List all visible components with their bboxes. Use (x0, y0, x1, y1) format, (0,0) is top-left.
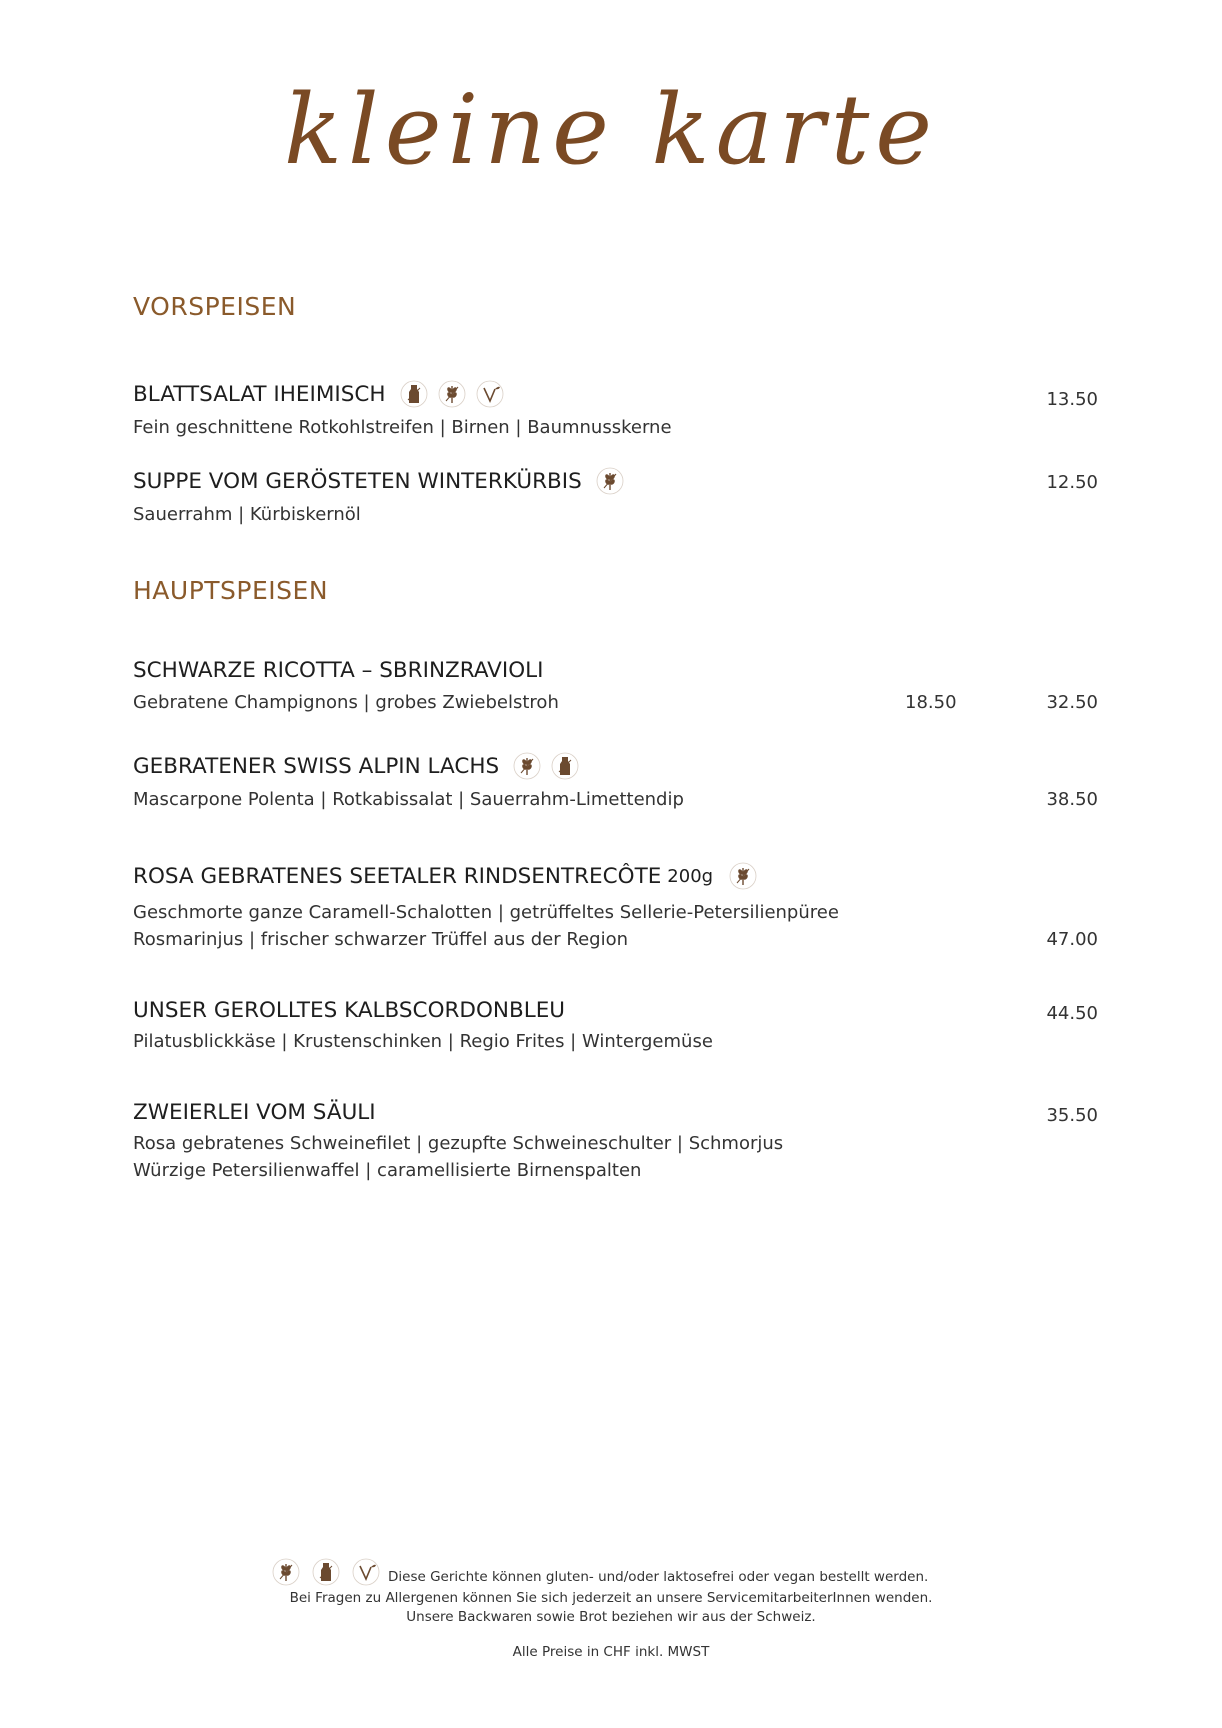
item-description: Gebratene Champignons | grobes Zwiebelstroh (133, 692, 559, 713)
item-description-2: Würzige Petersilienwaffel | caramellisierte Birnenspalten (133, 1160, 642, 1181)
menu-item-name (133, 467, 624, 495)
footer-line-4: Alle Preise in CHF inkl. MWST (512, 1644, 710, 1660)
item-description: Fein geschnittene Rotkohlstreifen | Birnen | Baumnusskerne (133, 417, 672, 438)
item-name-text: UNSER GEROLLTES KALBSCORDONBLEU (133, 998, 566, 1023)
wheat-icon (438, 380, 466, 408)
menu-item-name (133, 380, 504, 408)
wheat-icon (513, 752, 541, 780)
item-name-text: BLATTSALAT IHEIMISCH (133, 381, 386, 407)
item-description: Pilatusblickkäse | Krustenschinken | Regio Frites | Wintergemüse (133, 1031, 713, 1052)
footer-line-1: Diese Gerichte können gluten- und/oder laktosefrei oder vegan bestellt werden. (388, 1569, 929, 1585)
item-name-text: GEBRATENER SWISS ALPIN LACHS (133, 753, 500, 779)
menu-item-name (133, 862, 757, 890)
item-price: 13.50 (1046, 389, 1098, 410)
vegan-icon (476, 380, 504, 408)
item-description: Rosa gebratenes Schweinefilet | gezupfte Schweineschulter | Schmorjus (133, 1133, 784, 1154)
item-price: 12.50 (1046, 472, 1098, 493)
section-heading-mains: HAUPTSPEISEN (133, 576, 329, 605)
item-price: 32.50 (1046, 692, 1098, 713)
menu-item-name (133, 752, 579, 780)
item-description: Mascarpone Polenta | Rotkabissalat | Sauerrahm-Limettendip (133, 789, 684, 810)
wheat-icon (729, 862, 757, 890)
item-name-text: SCHWARZE RICOTTA – SBRINZRAVIOLI (133, 658, 544, 683)
item-name-text: SUPPE VOM GERÖSTETEN WINTERKÜRBIS (133, 468, 582, 494)
footer-line-2: Bei Fragen zu Allergenen können Sie sich jederzeit an unsere ServicemitarbeiterInnen wenden. (289, 1590, 933, 1606)
menu-item-name (133, 998, 565, 1023)
item-description: Geschmorte ganze Caramell-Schalotten | getrüffeltes Sellerie-Petersilienpüree (133, 902, 839, 923)
item-weight: 200g (667, 865, 714, 887)
footer-allergen-note (272, 1558, 928, 1586)
item-name-text: ROSA GEBRATENES SEETALER RINDSENTRECÔTE (133, 863, 662, 889)
menu-title: kleine karte (283, 74, 939, 186)
milk-bottle-icon (400, 380, 428, 408)
item-price-small: 18.50 (905, 692, 957, 713)
vegan-icon (352, 1558, 380, 1586)
item-name-text: ZWEIERLEI VOM SÄULI (133, 1100, 376, 1125)
menu-item-name (133, 1100, 376, 1125)
item-description-2: Rosmarinjus | frischer schwarzer Trüffel aus der Region (133, 929, 628, 950)
item-price: 35.50 (1046, 1105, 1098, 1126)
footer-line-3: Unsere Backwaren sowie Brot beziehen wir aus der Schweiz. (406, 1609, 816, 1625)
item-price: 47.00 (1046, 929, 1098, 950)
item-price: 38.50 (1046, 789, 1098, 810)
item-description: Sauerrahm | Kürbiskernöl (133, 504, 361, 525)
wheat-icon (596, 467, 624, 495)
item-price: 44.50 (1046, 1003, 1098, 1024)
menu-item-name (133, 658, 543, 683)
milk-bottle-icon (551, 752, 579, 780)
section-heading-starters: VORSPEISEN (133, 292, 297, 321)
milk-bottle-icon (312, 1558, 340, 1586)
wheat-icon (272, 1558, 300, 1586)
